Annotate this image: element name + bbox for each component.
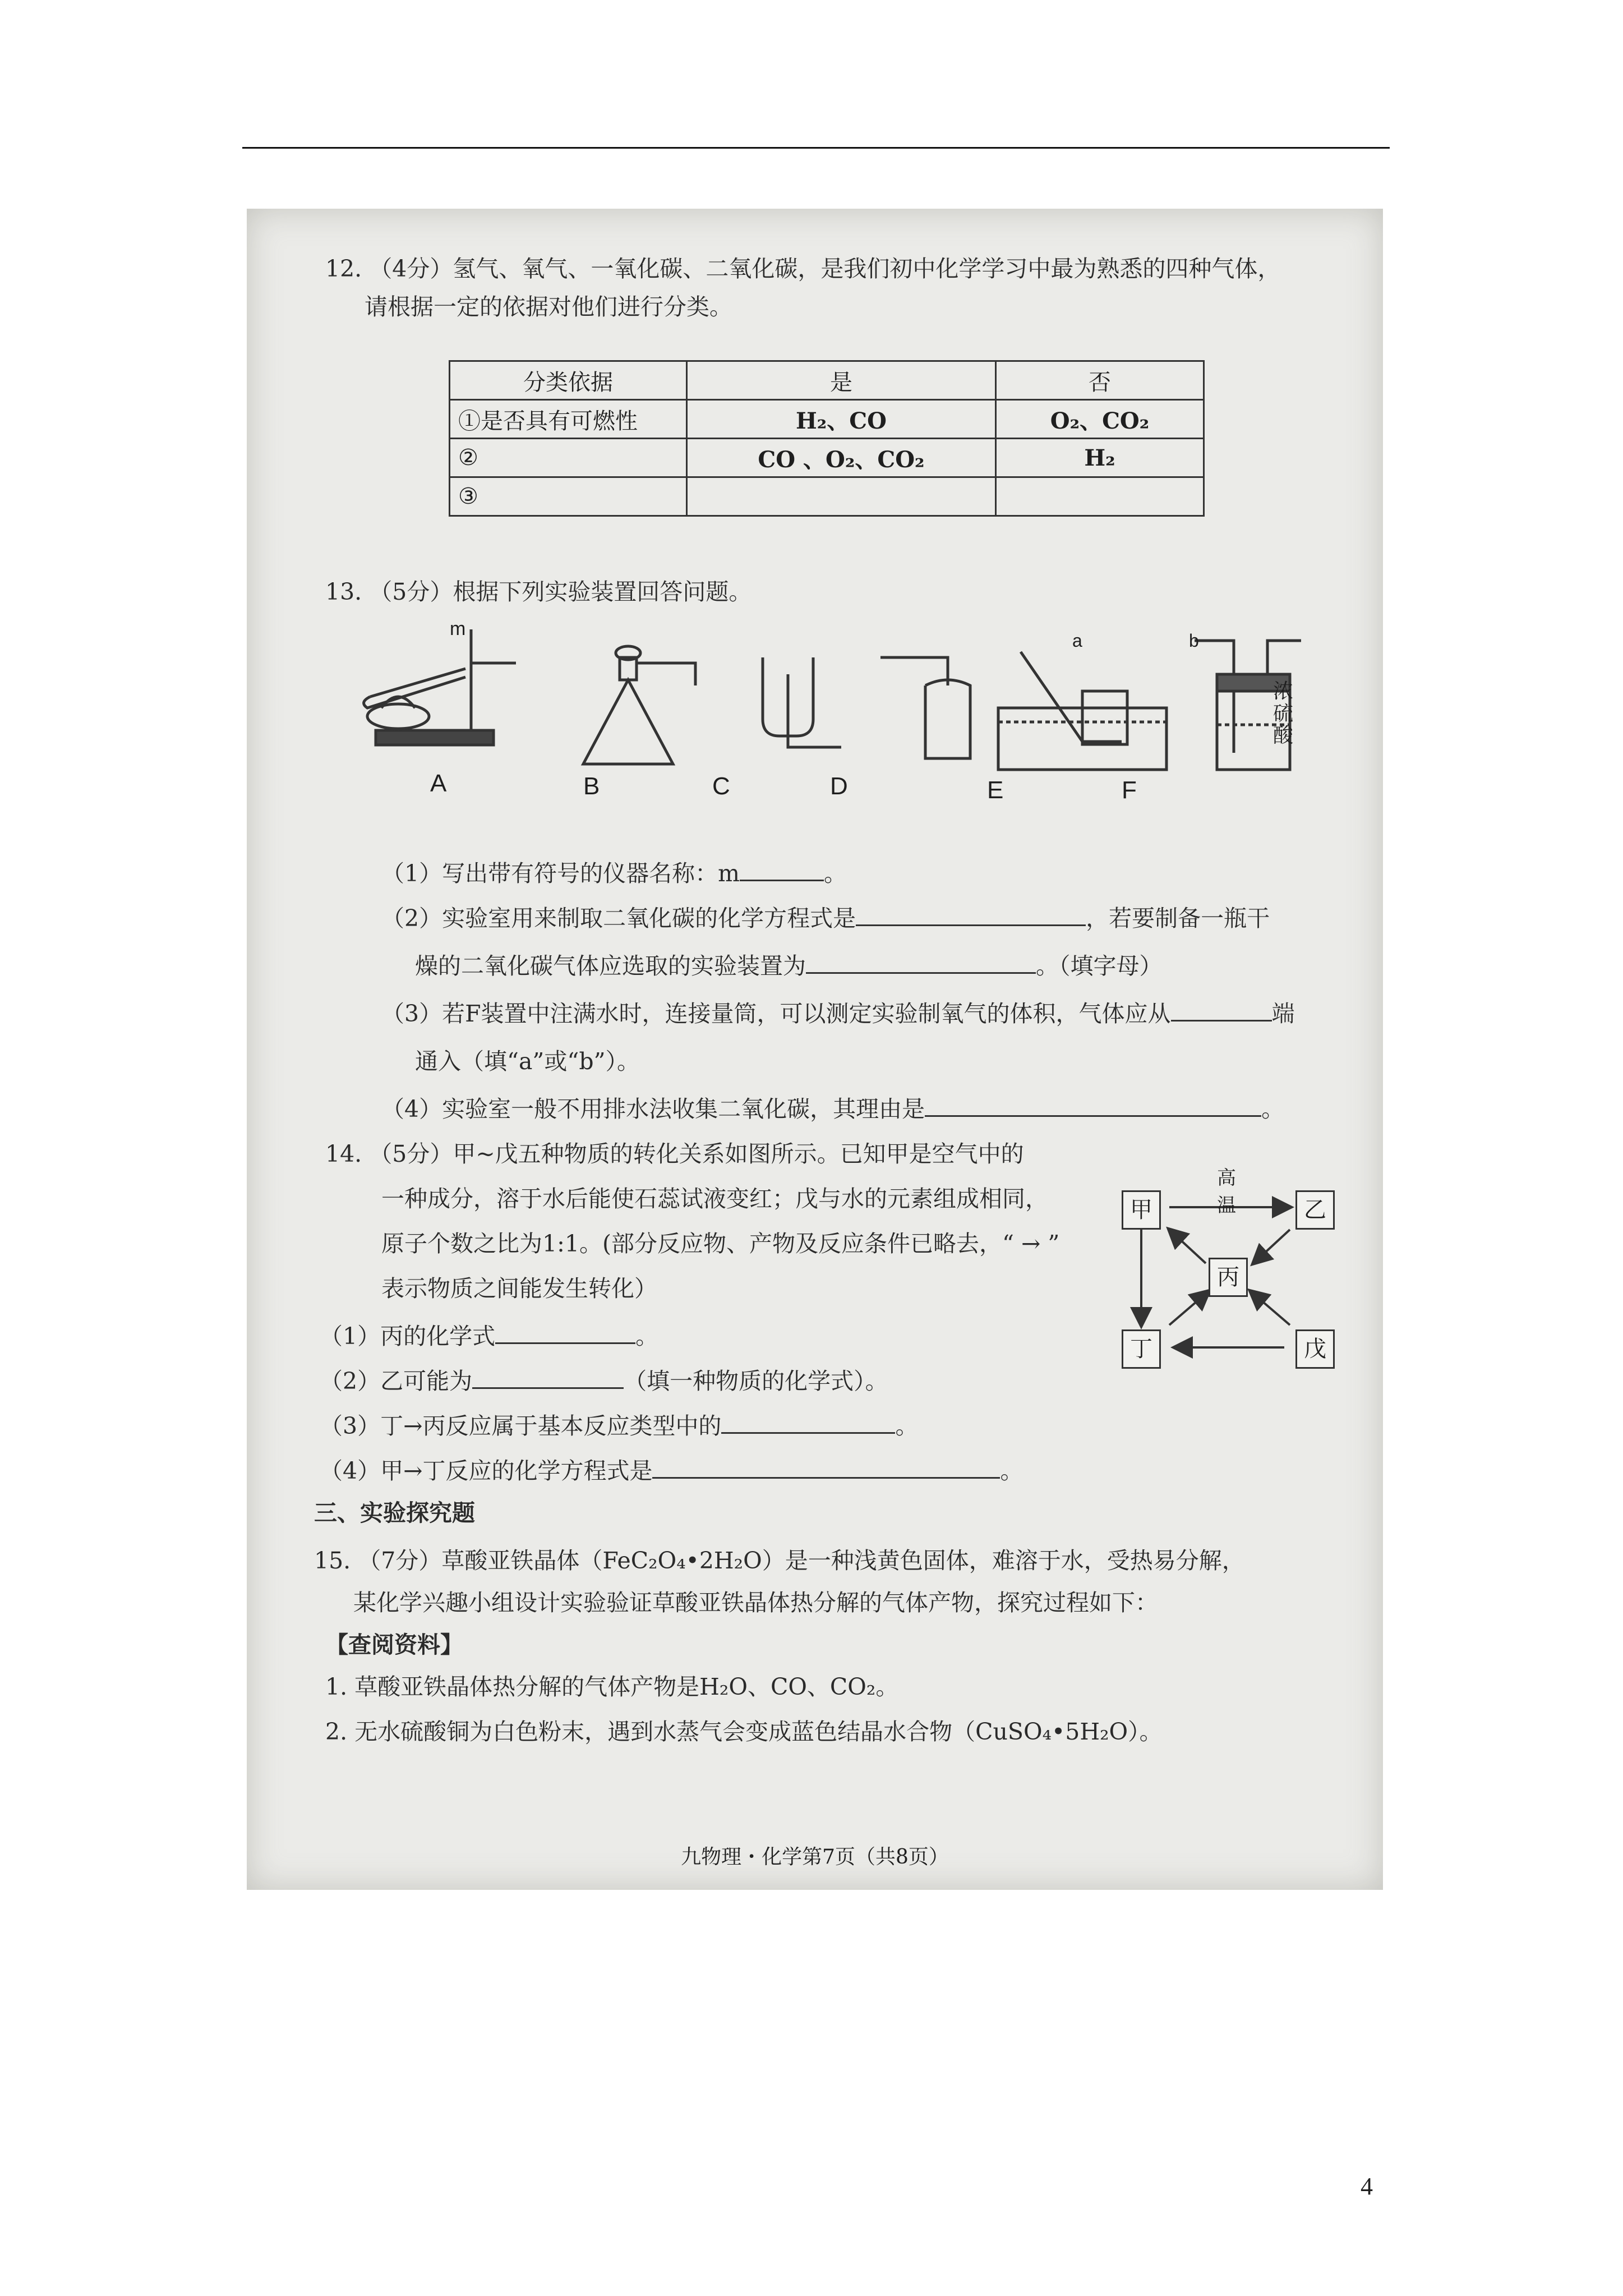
table-cell: O₂、CO₂ [996, 400, 1204, 439]
q13-s3-cont: 通入（填“a”或“b”）。 [415, 1048, 640, 1075]
answer-blank[interactable] [806, 972, 1036, 974]
q14-s2-text: （2）乙可能为 [320, 1368, 473, 1395]
table-cell [996, 477, 1204, 516]
q13-s2-text: （2）实验室用来制取二氧化碳的化学方程式是 [381, 905, 856, 932]
q13-s1 [381, 859, 847, 888]
node-yi: 乙 [1295, 1190, 1335, 1230]
apparatus-label-c: C [712, 772, 730, 800]
q14-s4-text: （4）甲→丁反应的化学方程式是 [320, 1457, 653, 1484]
header-cell: 否 [996, 361, 1204, 400]
answer-blank[interactable] [652, 1477, 1000, 1479]
table-row [450, 400, 1204, 439]
q14-s1 [320, 1322, 658, 1351]
q15-ref-2: 2. 无水硫酸铜为白色粉末，遇到水蒸气会变成蓝色结晶水合物（CuSO₄•5H₂O）。 [325, 1718, 1163, 1745]
q12-line1: 12. （4分）氢气、氧气、一氧化碳、二氧化碳，是我们初中化学学习中最为熟悉的四种气体， [325, 255, 1281, 282]
q13-s4 [381, 1095, 1284, 1124]
q14-s1-text: （1）丙的化学式 [320, 1323, 496, 1350]
node-wu: 戊 [1295, 1329, 1335, 1369]
q14-l2: 一种成分，溶于水后能使石蕊试液变红；戊与水的元素组成相同， [381, 1185, 1048, 1212]
punct: 。 [1261, 1096, 1285, 1122]
table-cell: CO 、O₂、CO₂ [687, 439, 996, 477]
table-header-row [450, 361, 1204, 400]
q13-title: 13. （5分）根据下列实验装置回答问题。 [325, 578, 752, 605]
answer-blank[interactable] [721, 1432, 895, 1434]
q13-s2-text: 。（填字母） [1036, 953, 1163, 979]
q12-line2: 请根据一定的依据对他们进行分类。 [365, 293, 732, 320]
answer-blank[interactable] [925, 1115, 1261, 1117]
table-cell: ③ [450, 477, 687, 516]
punct: 。 [823, 860, 847, 887]
q13-s3-text: 端 [1271, 1000, 1295, 1027]
acid-label: 浓硫酸 [1273, 679, 1294, 747]
answer-blank[interactable] [856, 924, 1086, 926]
q15-ref-heading: 【查阅资料】 [325, 1631, 463, 1658]
node-ding: 丁 [1122, 1329, 1161, 1369]
answer-blank[interactable] [472, 1387, 624, 1389]
table-cell: ①是否具有可燃性 [450, 400, 687, 439]
page-number: 4 [1361, 2173, 1373, 2200]
q13-s2-text: 燥的二氧化碳气体应选取的实验装置为 [415, 953, 806, 979]
q14-l4: 表示物质之间能发生转化） [381, 1275, 657, 1302]
q13-s3 [381, 1000, 1295, 1028]
answer-blank[interactable] [1171, 1020, 1272, 1022]
table-cell: H₂ [996, 439, 1204, 477]
table-cell: ② [450, 439, 687, 477]
header-rule [242, 147, 1390, 149]
header-cell: 分类依据 [450, 361, 687, 400]
table-row [450, 439, 1204, 477]
punct: 。 [1000, 1457, 1023, 1484]
answer-blank[interactable] [495, 1342, 635, 1344]
q13-s1-text: （1）写出带有符号的仪器名称：m [381, 860, 740, 887]
q14-s4 [320, 1457, 1023, 1485]
marker-a: a [1072, 631, 1082, 651]
table-row [450, 477, 1204, 516]
q14-s3 [320, 1412, 918, 1441]
q15-ref-1: 1. 草酸亚铁晶体热分解的气体产物是H₂O、CO、CO₂。 [325, 1673, 899, 1700]
apparatus-label-f: F [1122, 776, 1137, 804]
marker-b: b [1189, 631, 1199, 651]
apparatus-label-d: D [830, 772, 848, 800]
q14-s2 [320, 1367, 888, 1396]
node-jia: 甲 [1122, 1190, 1161, 1230]
q13-s2 [381, 904, 1270, 933]
q13-s2-text: ，若要制备一瓶干 [1086, 905, 1270, 932]
q13-s2-cont [415, 952, 1163, 981]
q14-s2-text: （填一种物质的化学式）。 [624, 1368, 888, 1395]
header-cell: 是 [687, 361, 996, 400]
node-bing: 丙 [1209, 1258, 1248, 1297]
table-cell: H₂、CO [687, 400, 996, 439]
q14-l1: 14. （5分）甲~戊五种物质的转化关系如图所示。已知甲是空气中的 [325, 1140, 1024, 1167]
condition-label: 高温 [1217, 1167, 1236, 1217]
apparatus-label-a: A [430, 770, 447, 797]
scanned-exam-photo [247, 209, 1383, 1890]
classification-table [449, 360, 1205, 517]
answer-blank[interactable] [740, 880, 824, 881]
q14-l3: 原子个数之比为1:1。(部分反应物、产物及反应条件已略去，“ → ” [381, 1230, 1060, 1257]
q15-l1: 15. （7分）草酸亚铁晶体（FeC₂O₄•2H₂O）是一种浅黄色固体，难溶于水，受热易分解， [314, 1547, 1245, 1574]
apparatus-label-b: B [583, 772, 600, 800]
punct: 。 [895, 1412, 919, 1439]
q13-s3-text: （3）若F装置中注满水时，连接量筒，可以测定实验制氧气的体积，气体应从 [381, 1000, 1171, 1027]
q14-s3-text: （3）丁→丙反应属于基本反应类型中的 [320, 1412, 722, 1439]
punct: 。 [635, 1323, 659, 1350]
q15-l2: 某化学兴趣小组设计实验验证草酸亚铁晶体热分解的气体产物，探究过程如下： [353, 1589, 1158, 1616]
apparatus-label-e: E [987, 776, 1004, 804]
q13-s4-text: （4）实验室一般不用排水法收集二氧化碳，其理由是 [381, 1096, 925, 1122]
table-cell [687, 477, 996, 516]
marker-m: m [450, 618, 466, 639]
page-footer: 九物理・化学第7页（共8页） [681, 1846, 949, 1869]
section-title: 三、实验探究题 [314, 1499, 475, 1526]
